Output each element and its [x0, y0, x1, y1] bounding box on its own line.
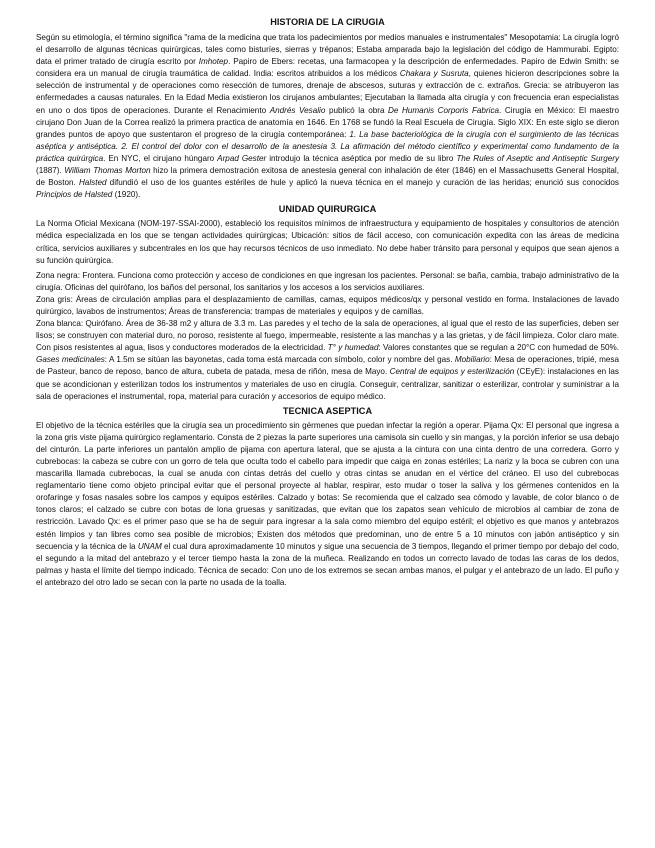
- text-run: . En NYC, el cirujano húngaro: [103, 153, 218, 163]
- italic-text-run: UNAM: [137, 541, 162, 551]
- text-run: : A 1.5m se sitúan las bayonetas, cada toma está marcada con símbolo, color y nombre del gas.: [104, 355, 455, 365]
- text-run: Zona blanca: Quirófano. Área de 36-38 m2 y altura de 3.3 m. Las paredes y el techo de la sala de operaciones, al igual que el resto de las superficies, deben ser lisos; se construyen con material duro, no poroso, resistente al fuego, impermeable, resistente a las manchas y a las grietas, y de fácil limpieza. Color claro mate. Con pisos resistentes al agua, lisos y conductores moderados de la electricidad.: [36, 319, 619, 353]
- unidad-paragraph: [36, 218, 619, 266]
- text-run: Según su etimología, el término significa "rama de la medicina que trata los padecimientos por medios manuales e instrumentales" Mesopotamia: La cirugía logró el desarrollo de algunas técnicas quirúrgicas, tales como bisturíes, sierras y trépanos; Estaba amparada bajo la legislación del código de Hammurabi. Egipto: data el primer tratado de cirugía escrito por: [36, 33, 619, 67]
- unidad-paragraph: [36, 318, 619, 403]
- text-run: publicó la obra: [325, 105, 389, 115]
- text-run: Zona negra: Frontera. Funciona como protección y acceso de condiciones en que ingresan los pacientes. Personal: se baña, cambia, trabajo administrativo de la cirugía. Oficinas del quirófano, los baños del personal, los sanitarios y los accesos a los servicios auxiliares.: [36, 270, 619, 292]
- text-run: . Cirugía en México: El maestro cirujano Don Juan de la Correa realizó la primera practica de anatomía en 1646. En 1768 se fundó la Real Escuela de Cirugía. Siglo XIX: En este siglo se dieron grandes puntos de apoyo que sustentaron el progreso de la cirugía contemporánea:: [36, 105, 620, 139]
- italic-text-run: The Rules of Aseptic and Antiseptic Surgery: [456, 153, 620, 163]
- text-run: (1920).: [112, 190, 141, 200]
- text-run: introdujo la técnica aséptica por medio de su libro: [266, 153, 457, 163]
- italic-text-run: Central de equipos y esterilización: [389, 367, 515, 377]
- text-run: (1887).: [36, 166, 65, 176]
- italic-text-run: Halsted: [78, 178, 107, 188]
- tecnica-paragraph: [36, 420, 619, 589]
- page-title: HISTORIA DE LA CIRUGIA: [270, 17, 385, 27]
- text-run: el cual dura aproximadamente 10 minutos y sigue una secuencia de 3 tiempos, llegando el primer tiempo por debajo del codo, el segundo a la mitad del antebrazo y el tercer tiempo hasta la zona de la muñeca. Realizando en todos un correcto lavado de todas las caras de los dedos, palmas y hasta el límite del tiempo indicado. Técnica de secado: Con uno de los extremos se secan ambas manos, el pulgar y el antebrazo de un lado. El puño y el antebrazo del otro lado se secan con la parte no usada de la toalla.: [36, 541, 619, 587]
- text-run: La Norma Oficial Mexicana (NOM-197-SSAI-2000), estableció los requisitos mínimos de infraestructura y equipamiento de hospitales y consultorios de atención médica especializada en los que se tengan actividades quirúrgicas; Ubicación: sitios de fácil acceso, con comunicación expedita con las áreas de medicina crítica, servicios auxiliares y subcentrales en los que hay recursos técnicos de uso inmediato. No debe haber tránsito para personal y equipos que sean ajenos a su función quirúrgica.: [36, 219, 619, 265]
- text-run: hizo la primera demostración exitosa de anestesia general con inhalación de éter (1846) en el Massachusetts General Hospital, de Boston.: [36, 166, 619, 188]
- italic-text-run: 1. La base bacteriológica de la cirugía con el surgimiento de las técnicas aséptica y antiséptica. 2. El control del dolor con el desarrollo de la anestesia 3. La afirmación del método científico y experimental como fundamento de la práctica quirúrgica: [36, 129, 619, 163]
- historia-paragraph: [36, 32, 619, 201]
- italic-text-run: Mobiliario: [454, 355, 490, 365]
- italic-text-run: Andrés Vesalio: [269, 105, 326, 115]
- text-run: (CEyE): instalaciones en las que se acondicionan y esterilizan todos los instrumentos y materiales de uso en cirugía. Conseguir, centralizar, sanitizar o esterilizar, controlar y suministrar a la sala de operaciones el instrumental, ropa, material para curación y accesorios de equipo médico.: [36, 367, 619, 401]
- text-run: Zona gris: Áreas de circulación amplias para el desplazamiento de camillas, camas, equipos médicos/qx y personal vestido en forma. Instalaciones de lavado quirúrgico, lavabos de instrumentos; Áreas de transferencia: trampas de materiales y equipos y de camillas.: [36, 294, 619, 316]
- unidad-paragraph: [36, 270, 619, 294]
- section-title-unidad: UNIDAD QUIRURGICA: [278, 204, 377, 215]
- italic-text-run: De Humanis Corporis Fabrica: [388, 105, 500, 115]
- italic-text-run: Imhotep: [198, 57, 229, 67]
- unidad-paragraph: [36, 294, 619, 318]
- italic-text-run: Arpad Gester: [217, 153, 267, 163]
- text-run: : Mesa de operaciones, tripié, mesa de Pasteur, banco de reposo, banco de altura, cubeta de patada, mesa de riñón, mesa de Mayo.: [36, 355, 619, 377]
- italic-text-run: William Thomas Morton: [64, 166, 151, 176]
- section-title-tecnica: TECNICA ASEPTICA: [282, 405, 373, 416]
- text-run: . Papiro de Ebers: recetas, una farmacopea y la descripción de enfermedades. Papiro de Edwin Smith: se considera era un manual de cirugía traumática de calidad. India: escritos atribuidos a los médicos: [36, 57, 619, 79]
- italic-text-run: Principios de Halsted: [36, 190, 113, 200]
- italic-text-run: Gases medicinales: [36, 355, 105, 365]
- text-run: El objetivo de la técnica estériles que la cirugía sea un procedimiento sin gérmenes que puedan infectar la región a operar. Pijama Qx: El personal que ingresa a la zona gris viste pijama quirúrgico reglamentario. Consta de 2 piezas la parte superiores una camisola sin cuello y sin mangas, y la porción inferior se usa debajo del cinturón. La parte inferiores un pantalón amplio de pijama con apertura lateral, que se ajusta a la cintura con una cinta dentro de una corredera. Gorro y cubrebocas: la cabeza se cubre con un gorro de tela que oculta todo el cabello para impedir que caiga en zonas estériles; La nariz y la boca se cubren con una mascarilla llamada cubrebocas, la cual se anuda con cintas detrás del cuello y otras cintas se anudan en el vértice del cráneo. El uso del cubrebocas reglamentario tiene como objeto principal evitar que el personal proyecte al hablar, respirar, esto mudar o toser la saliva y los gérmenes contenidos en la orofaringe y fosas nasales sobre los campos y equipos estériles. Calzado y botas: Se recomienda que el calzado sea cómodo y lavable, de color blanco o de tonos claros; el calzado se cubre con botas de lona gruesas y sanitizadas, que evitan que los zapatos sean vehículo de microbios al cambiar de zona de restricción. Lavado Qx: es el primer paso que se ha de seguir para ingresar a la sala como miembro del equipo estéril; el objetivo es que manos y antebrazos estén limpios y tan libres como sea posible de microbios; Existen dos métodos que predominan, uno de entre 5 a 10 minutos con jabón antiséptico y sin secuencia y la técnica de la: [36, 420, 619, 551]
- text-run: , quienes hicieron descripciones sobre la selección de instrumental y de operaciones como resección de tumores, drenaje de abscesos, suturas y extracción de c. extraños. Grecia: se atribuyeron las enfermedades a causas naturales. En la Edad Media existieron los cirujanos ambulantes; Ejecutaban la llamada alta cirugía y con frecuencia eran especialistas en uno o dos tipos de operaciones. Durante el Renacimiento: [36, 69, 619, 115]
- italic-text-run: T° y humedad: [327, 343, 379, 353]
- text-run: : Valores constantes que se regulan a 20°C con humedad de 50%.: [378, 343, 619, 353]
- text-run: difundió el uso de los guantes estériles de hule y aplicó la nueva técnica en el manejo y curación de las heridas; enunció sus conocidos: [106, 178, 619, 188]
- italic-text-run: Chakara y Susruta: [399, 69, 469, 79]
- unidad-section: [36, 218, 619, 402]
